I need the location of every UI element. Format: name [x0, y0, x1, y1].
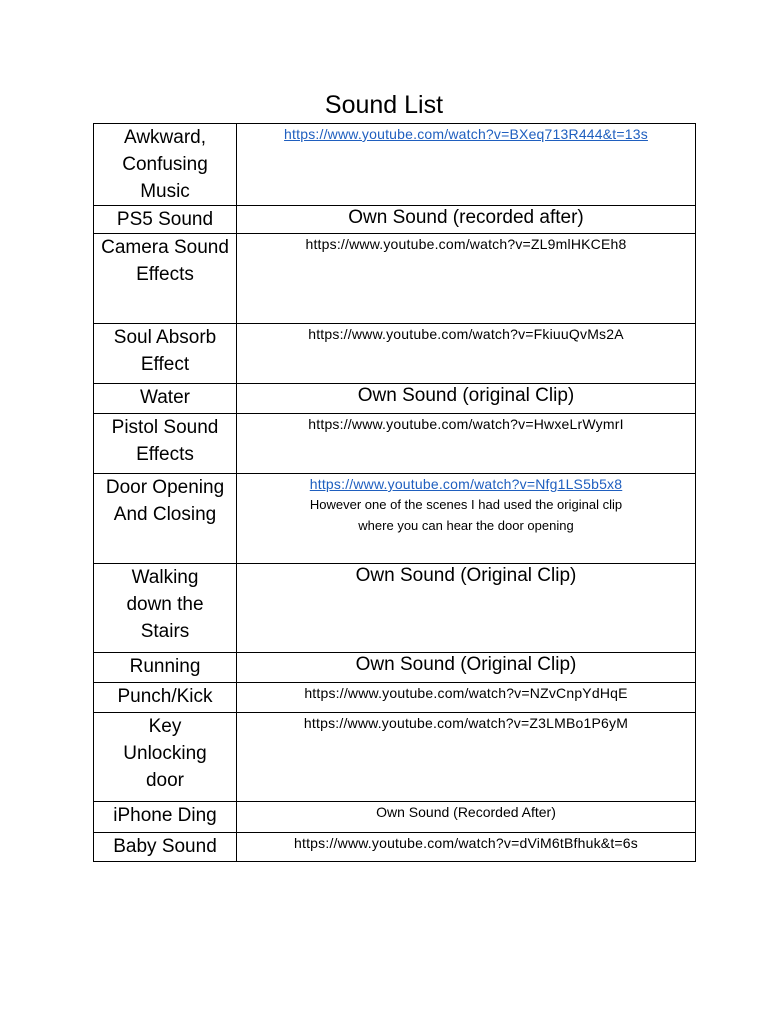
sound-name-cell	[94, 324, 237, 384]
source-text: Own Sound (Recorded After)	[376, 804, 556, 820]
sound-name: Punch/Kick	[117, 686, 213, 707]
sound-source-cell	[237, 833, 696, 862]
sound-name-cell	[94, 234, 237, 324]
sound-name-cell	[94, 206, 237, 234]
table-row	[94, 124, 696, 206]
sound-source-cell	[237, 713, 696, 802]
table-row	[94, 234, 696, 324]
sound-name: Walking down the Stairs	[126, 567, 204, 642]
sound-name: Door Opening And Closing	[105, 477, 225, 525]
sound-source-cell	[237, 414, 696, 474]
source-link[interactable]: https://www.youtube.com/watch?v=Nfg1LS5b5x8	[309, 476, 623, 492]
table-row	[94, 564, 696, 653]
sound-source-cell	[237, 683, 696, 713]
page-title: Sound List	[324, 91, 444, 119]
sound-name: iPhone Ding	[113, 805, 217, 826]
source-link[interactable]: https://www.youtube.com/watch?v=BXeq713R444&t=13s	[284, 126, 648, 142]
sound-name-cell	[94, 713, 237, 802]
table-row	[94, 414, 696, 474]
source-link[interactable]: https://www.youtube.com/watch?v=Z3LMBo1P6yM	[303, 715, 629, 731]
sound-list-table	[93, 123, 696, 862]
sound-source-cell	[237, 564, 696, 653]
table-row	[94, 653, 696, 683]
table-row	[94, 833, 696, 862]
source-text: Own Sound (Original Clip)	[355, 565, 577, 586]
sound-source-cell	[237, 653, 696, 683]
table-row	[94, 384, 696, 414]
sound-name-cell	[94, 653, 237, 683]
source-link[interactable]: https://www.youtube.com/watch?v=HwxeLrWymrI	[308, 416, 624, 432]
source-text: Own Sound (original Clip)	[357, 385, 575, 406]
sound-source-cell	[237, 124, 696, 206]
sound-name-cell	[94, 683, 237, 713]
source-link[interactable]: https://www.youtube.com/watch?v=NZvCnpYdHqE	[304, 685, 628, 701]
sound-name-cell	[94, 474, 237, 564]
sound-source-cell	[237, 802, 696, 833]
sound-name-cell	[94, 802, 237, 833]
table-row	[94, 474, 696, 564]
sound-name: Running	[129, 656, 201, 677]
sound-source-cell	[237, 234, 696, 324]
sound-name: Pistol Sound Effects	[111, 417, 219, 465]
table-row	[94, 802, 696, 833]
table-row	[94, 324, 696, 384]
table-row	[94, 713, 696, 802]
sound-name: Soul Absorb Effect	[113, 327, 217, 375]
sound-name-cell	[94, 384, 237, 414]
sound-name-cell	[94, 833, 237, 862]
sound-source-cell	[237, 384, 696, 414]
source-text: Own Sound (recorded after)	[348, 207, 584, 228]
sound-name: Baby Sound	[113, 836, 217, 857]
sound-name: PS5 Sound	[116, 209, 214, 230]
source-link[interactable]: https://www.youtube.com/watch?v=dViM6tBfhuk&t=6s	[294, 835, 638, 851]
sound-name: Water	[140, 387, 190, 408]
source-text: Own Sound (Original Clip)	[355, 654, 577, 675]
sound-name-cell	[94, 564, 237, 653]
sound-name-cell	[94, 124, 237, 206]
sound-name: Awkward, Confusing Music	[122, 127, 208, 202]
sound-source-cell	[237, 474, 696, 564]
sound-name-cell	[94, 414, 237, 474]
sound-name: Key Unlocking door	[123, 716, 207, 791]
sound-source-cell	[237, 206, 696, 234]
source-link[interactable]: https://www.youtube.com/watch?v=ZL9mlHKCEh8	[305, 236, 627, 252]
sound-source-cell	[237, 324, 696, 384]
source-link[interactable]: https://www.youtube.com/watch?v=FkiuuQvMs2A	[308, 326, 624, 342]
source-note: However one of the scenes I had used the original clip where you can hear the door opening	[309, 497, 623, 533]
table-row	[94, 683, 696, 713]
sound-name: Camera Sound Effects	[101, 237, 229, 285]
table-row	[94, 206, 696, 234]
